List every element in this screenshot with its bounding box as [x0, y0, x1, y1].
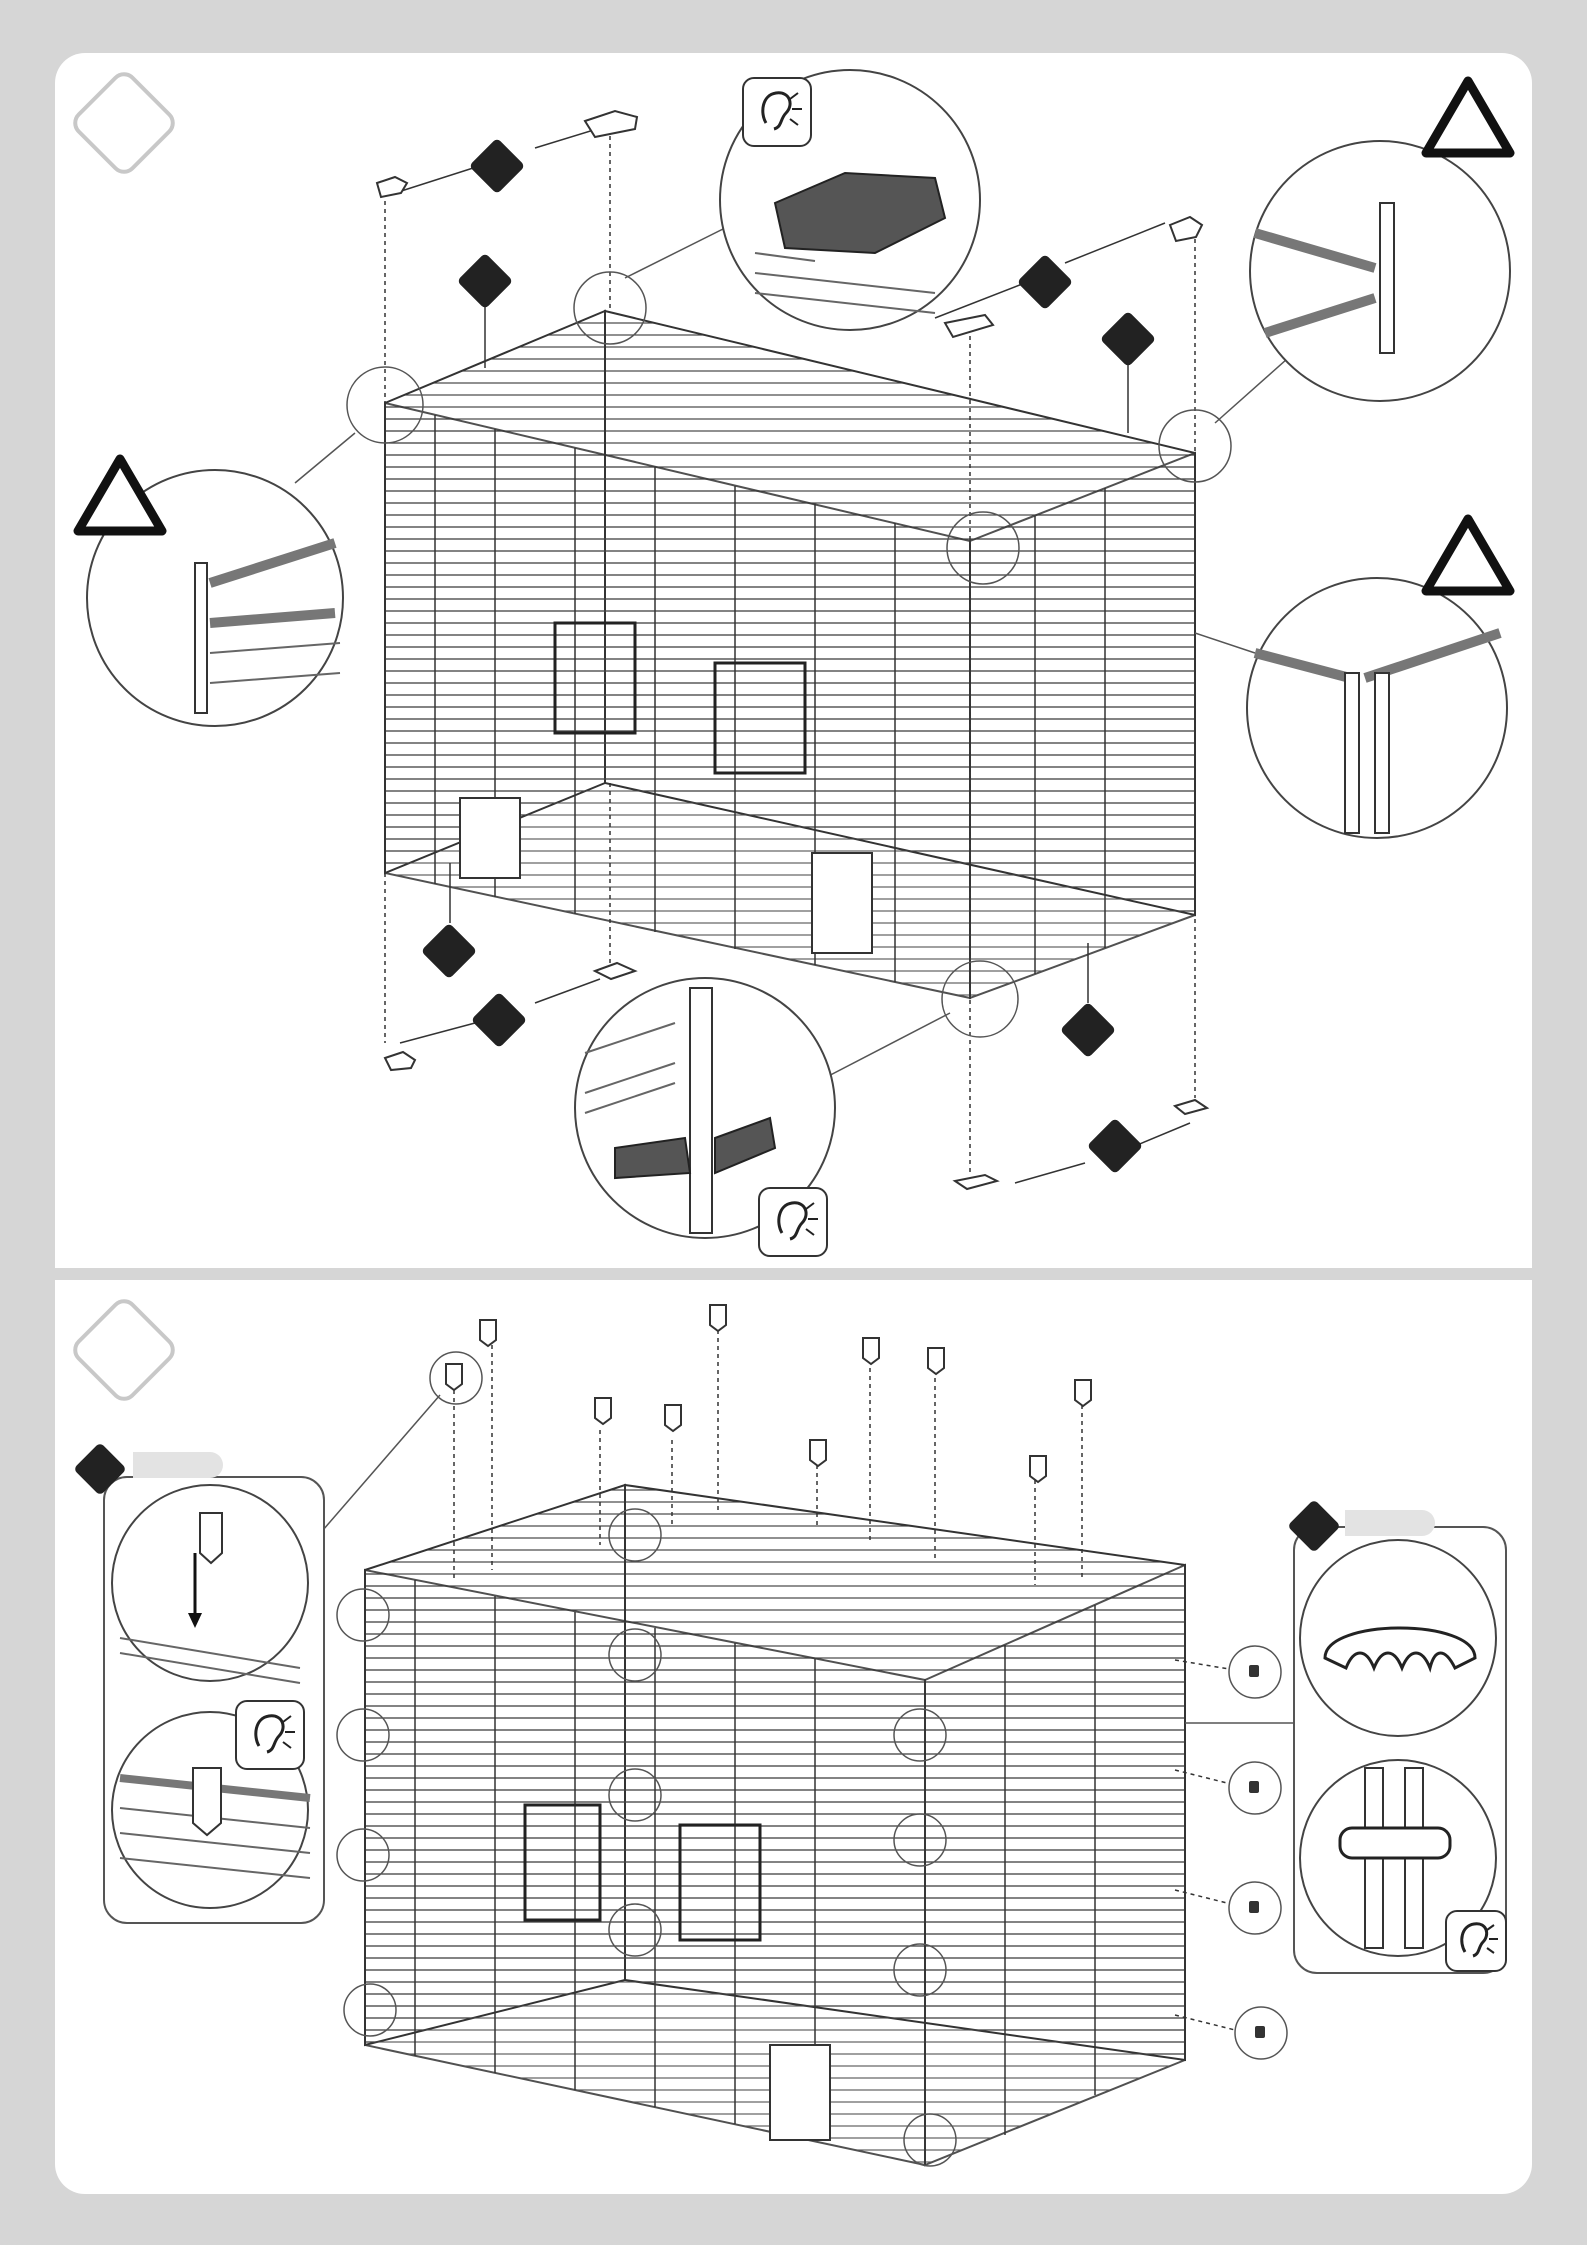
ear-click-icon: [1445, 1910, 1507, 1972]
cage-frame-illustration-1: [55, 53, 1532, 1268]
connector-bottom-front: [955, 1175, 997, 1189]
warning-triangle-icon: [1420, 75, 1516, 159]
connector-top-right: [1170, 217, 1202, 241]
spacer-detail-callout: [1293, 1526, 1507, 1974]
callout-right-corner: [1247, 578, 1507, 838]
cage-right-panel: [970, 453, 1195, 998]
ear-click-icon: [742, 77, 812, 147]
warning-triangle-icon: [1420, 513, 1516, 597]
part-label-bar: [1345, 1510, 1435, 1536]
connector-bottom-left: [385, 1052, 415, 1070]
connector-bottom-back: [595, 963, 635, 979]
part-label-bar: [133, 1452, 223, 1478]
callout-top-right-corner: [1250, 141, 1510, 401]
spacer-detail-illustration: [1295, 1528, 1505, 1972]
ear-click-icon: [758, 1187, 828, 1257]
step-panel-2: [55, 1280, 1532, 2194]
clip-parts: [446, 1305, 1091, 1482]
step-panel-1: [55, 53, 1532, 1268]
warning-triangle-icon: [72, 453, 168, 537]
connector-top-back: [585, 111, 637, 137]
connector-top-left: [377, 177, 407, 197]
connector-bottom-right: [1175, 1100, 1207, 1114]
connector-top-front: [945, 315, 993, 337]
ear-click-icon: [235, 1700, 305, 1770]
